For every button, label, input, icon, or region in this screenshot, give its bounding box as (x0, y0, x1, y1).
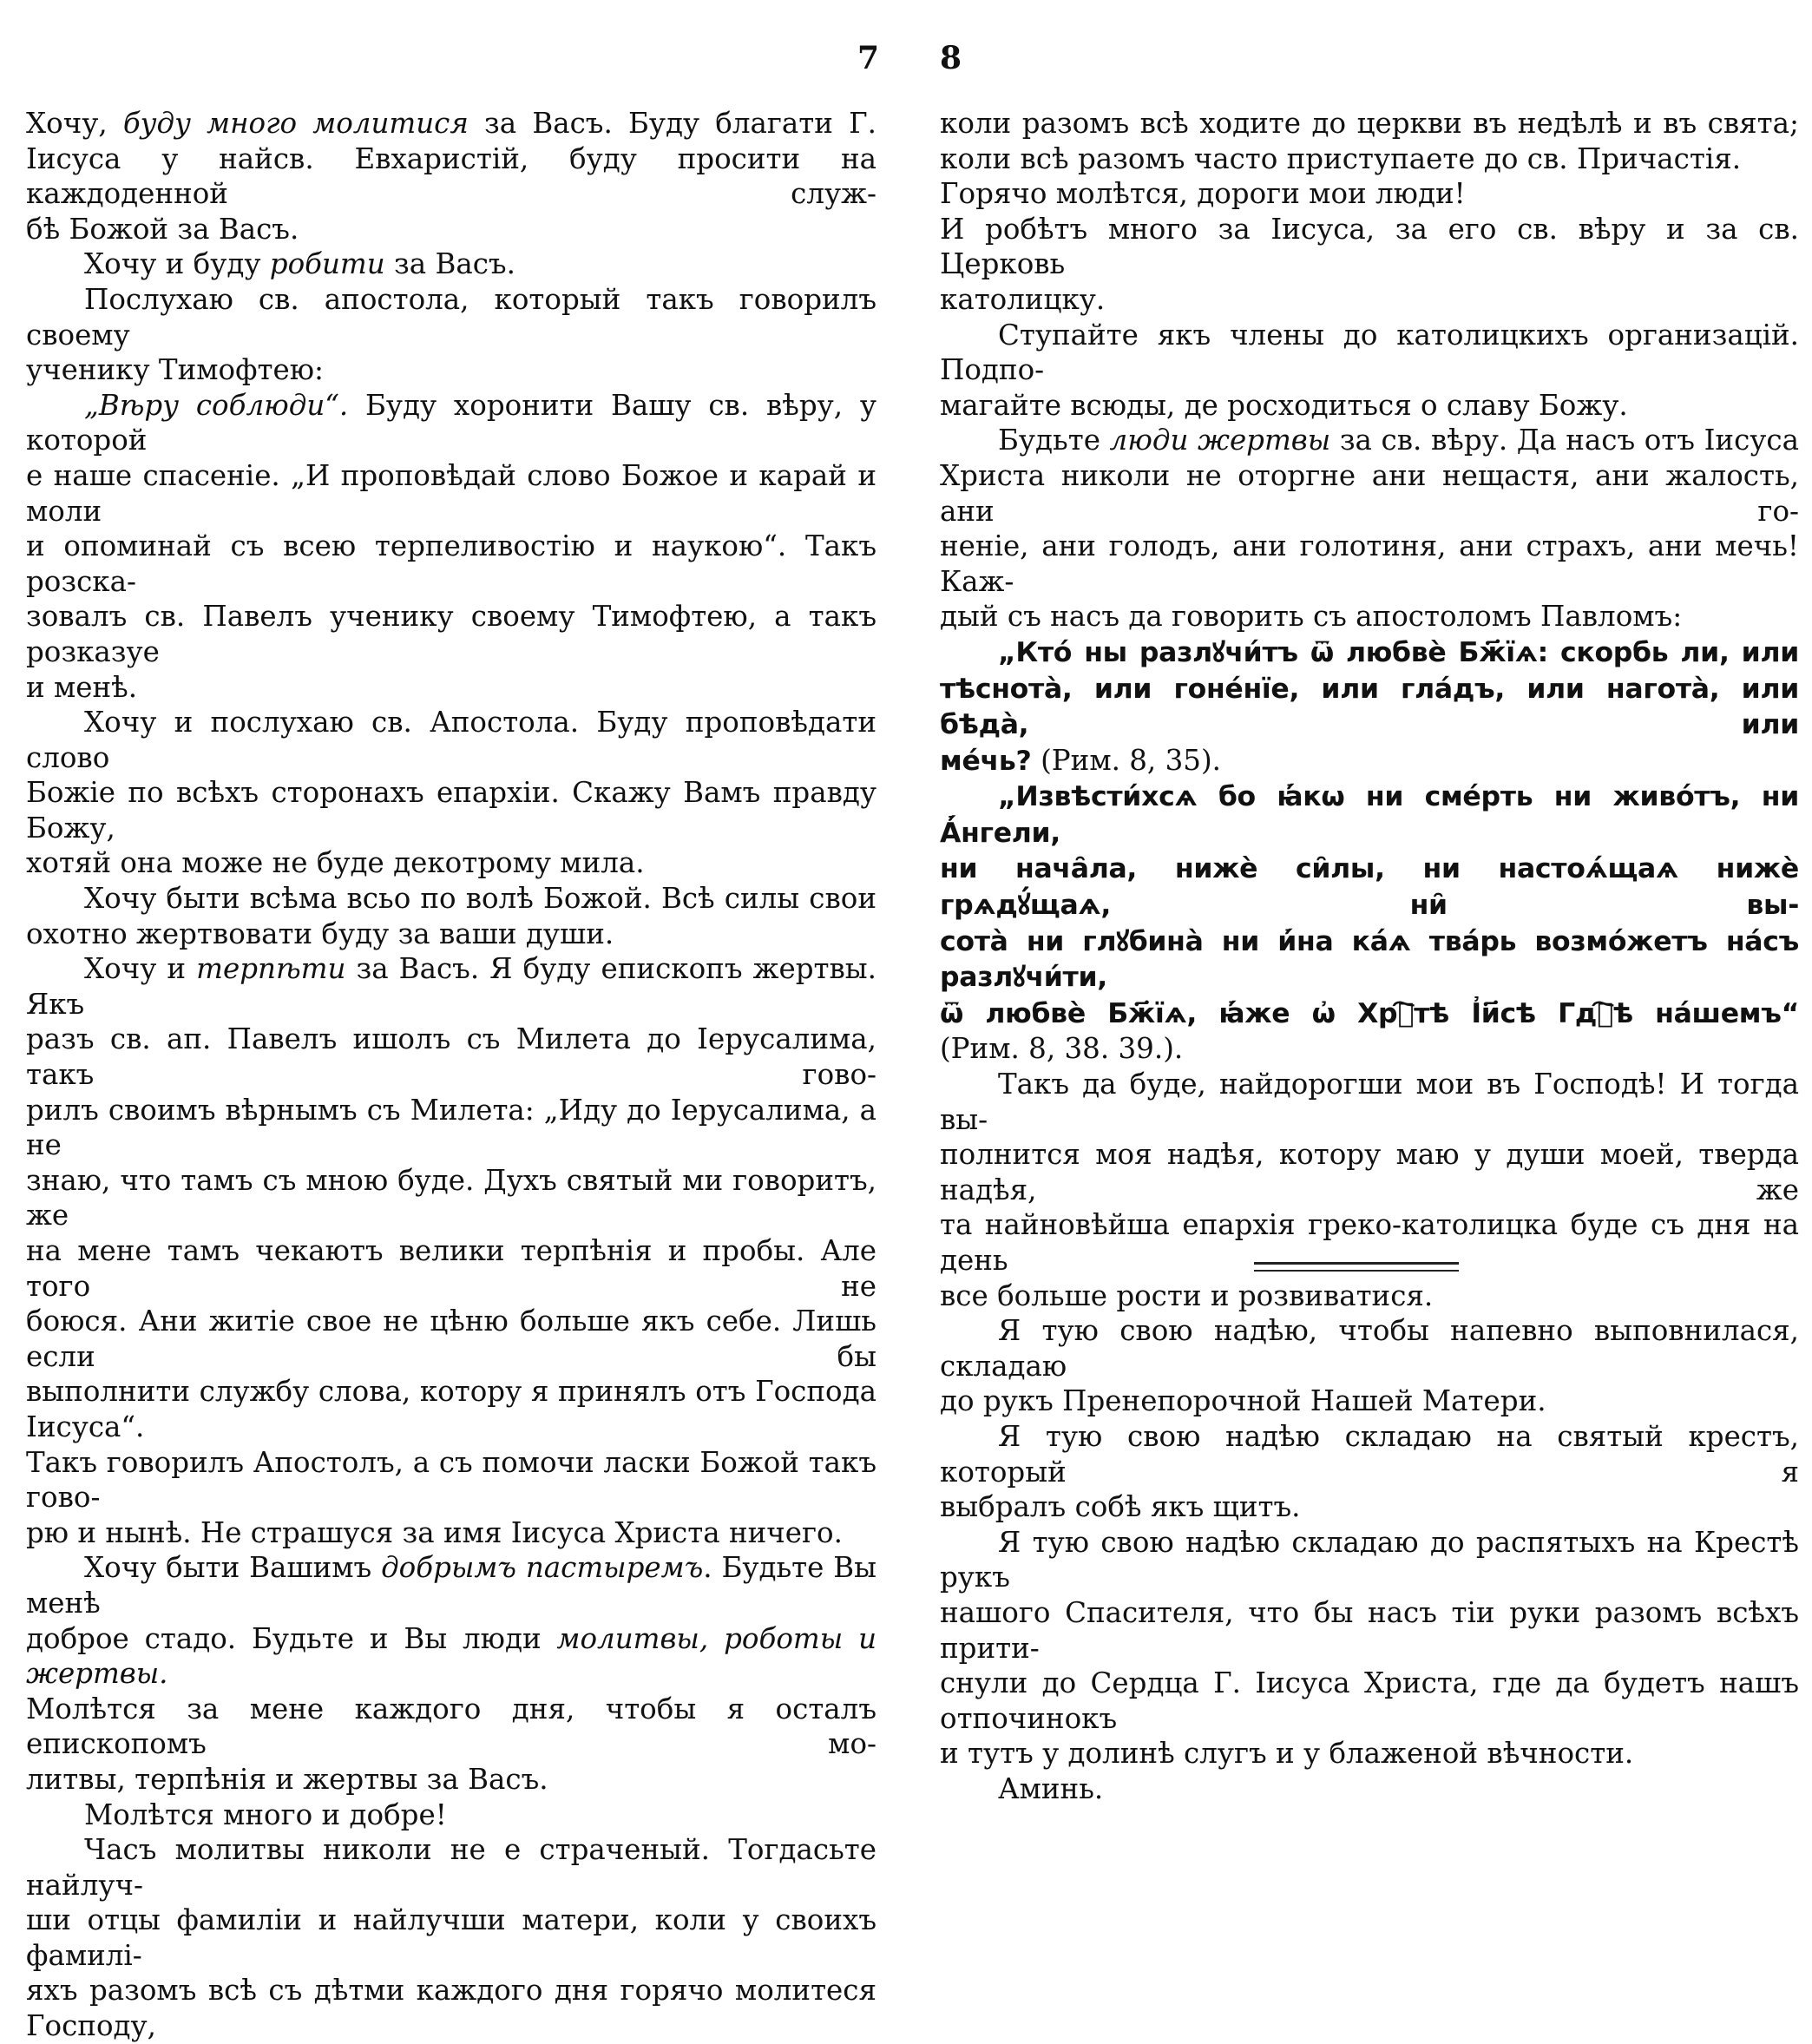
text-line (26, 1621, 876, 1692)
line-text: . Будьте Вы менѣ (26, 1551, 876, 1620)
line-text: и менѣ. (26, 670, 138, 704)
text-line (26, 141, 876, 212)
text-line (940, 106, 1799, 141)
text-line (26, 1163, 876, 1233)
line-text: католицку. (940, 282, 1106, 316)
text-line (940, 1666, 1799, 1736)
text-line (940, 423, 1799, 458)
line-text: хотяй она може не буде декотрому мила. (26, 846, 645, 880)
line-text: яхъ разомъ всѣ съ дѣтми каждого дня горячо молитеся Господу, (26, 1974, 876, 2043)
text-line (26, 881, 876, 917)
emphasis-text: терпѣти (196, 952, 346, 986)
closing-rule-bottom (1254, 1270, 1459, 1272)
line-text: Іисуса у найсв. Евхаристій, буду просити на каждоденной служ- (26, 141, 876, 211)
text-line (26, 599, 876, 669)
text-line (26, 106, 876, 141)
text-line (940, 1278, 1799, 1314)
line-text: снули до Сердца Г. Іисуса Христа, где да будетъ нашъ отпочинокъ (940, 1666, 1799, 1735)
line-text: коли разомъ всѣ ходите до церкви въ недѣлѣ и въ свята; (940, 107, 1799, 140)
line-text: рю и нынѣ. Не страшуся за имя Іисуса Христа ничего. (26, 1515, 843, 1549)
line-text: Хочу и послухаю св. Апостола. Буду проповѣдати слово (26, 706, 876, 774)
text-line (940, 1525, 1799, 1595)
text-line (26, 845, 876, 881)
church-slavonic-quote: ни нача̑ла, нижѐ си̑лы, ни настоѧ́щаѧ нижѐ грѧдꙋ́щаѧ, ни̑ вы- (940, 853, 1799, 922)
line-text: та найновѣйша епархія греко-католицка буде съ дня на день (940, 1208, 1799, 1277)
line-text: Молѣтся много и добре! (84, 1798, 447, 1831)
text-line (940, 458, 1799, 529)
text-line (26, 1093, 876, 1163)
line-text: полнится моя надѣя, котору маю у души моей, тверда надѣя, же (940, 1138, 1799, 1206)
church-slavonic-quote: ме́чь? (940, 745, 1041, 777)
emphasis-text: молитвы, роботы и жертвы. (26, 1621, 877, 1691)
text-line (26, 1445, 876, 1515)
text-line (940, 923, 1799, 996)
church-slavonic-quote: ѿ любвѐ Бж҃їѧ, ꙗ҆́же ѡ҆ Хрⷭ҇тѣ І҆и҃сѣ Гдⷭ҇ѣ на́шемъ“ (940, 997, 1799, 1029)
text-line (26, 1304, 876, 1374)
line-text: Молѣтся за мене каждого дня, чтобы я осталъ епископомъ мо- (26, 1692, 876, 1761)
text-line (940, 743, 1799, 779)
text-line (940, 1067, 1799, 1137)
line-text: Горячо молѣтся, дороги мои люди! (940, 177, 1466, 211)
text-line (940, 176, 1799, 212)
church-slavonic-quote: „Извѣсти́хсѧ бо ꙗ҆́кѡ ни сме́рть ни живо́тъ, ни А҆́нгели, (940, 781, 1799, 849)
text-line (940, 1383, 1799, 1419)
line-text: за Васъ. Буду благати Г. (468, 107, 876, 140)
line-text: Хочу и буду (84, 247, 270, 281)
line-text: литвы, терпѣнія и жертвы за Васъ. (26, 1762, 548, 1796)
line-text: коли всѣ разомъ часто приступаете до св. Причастія. (940, 141, 1742, 175)
text-line (940, 1419, 1799, 1489)
text-line (940, 1313, 1799, 1383)
page-number-right: 8 (940, 40, 962, 76)
text-line (26, 1374, 876, 1444)
line-text: бѣ Божой за Васъ. (26, 212, 299, 246)
text-line (26, 529, 876, 599)
text-line (940, 1207, 1799, 1278)
line-text: доброе стадо. Будьте и Вы люди (26, 1621, 557, 1655)
line-text: нашого Спасителя, что бы насъ тіи руки разомъ всѣхъ прити- (940, 1595, 1799, 1665)
line-text: (Рим. 8, 35). (1041, 743, 1221, 777)
text-line (940, 996, 1799, 1032)
line-text: знаю, что тамъ съ мною буде. Духъ святый ми говоритъ, же (26, 1163, 876, 1232)
text-line (940, 212, 1799, 282)
text-line (26, 388, 876, 458)
line-text: Хочу, (26, 107, 123, 140)
text-line (940, 779, 1799, 851)
text-line (26, 1692, 876, 1762)
text-line (26, 1798, 876, 1833)
line-text: Божіе по всѣхъ сторонахъ епархіи. Скажу Вамъ правду Божу, (26, 776, 876, 845)
text-line (26, 1832, 876, 1903)
emphasis-text: робити (269, 247, 385, 281)
text-line (940, 141, 1799, 177)
line-text: выбралъ собѣ якъ щитъ. (940, 1490, 1301, 1524)
line-text: е наше спасеніе. „И проповѣдай слово Божое и карай и моли (26, 458, 876, 528)
line-text: Хочу быти всѣма всьо по волѣ Божой. Всѣ силы свои (84, 882, 876, 916)
text-line (26, 1903, 876, 1973)
text-line (940, 1489, 1799, 1525)
line-text: Такъ да буде, найдорогши мои въ Господѣ! И тогда вы- (940, 1068, 1799, 1136)
text-line (26, 1022, 876, 1092)
text-line (26, 951, 876, 1022)
text-line (26, 212, 876, 247)
line-text: выполнити службу слова, котору я принялъ отъ Господа Іисуса“. (26, 1375, 876, 1443)
text-line (940, 388, 1799, 424)
line-text: Будьте (998, 424, 1110, 457)
line-text: охотно жертвовати буду за ваши души. (26, 917, 614, 950)
line-text: до рукъ Пренепорочной Нашей Матери. (940, 1384, 1546, 1418)
line-text: Я тую свою надѣю, чтобы напевно выповнилася, складаю (940, 1314, 1799, 1383)
text-line (26, 1550, 876, 1620)
closing-rule-top (1254, 1262, 1459, 1265)
line-text: и опоминай съ всею терпеливостію и наукою“. Такъ розска- (26, 529, 876, 598)
text-line (940, 529, 1799, 599)
emphasis-text: люди жертвы (1109, 424, 1331, 457)
text-line (940, 1595, 1799, 1666)
church-slavonic-quote: тѣснота̀, или гоне́нїе, или гла́дъ, или нагота̀, или бѣда̀, или (940, 673, 1799, 741)
text-line (940, 634, 1799, 671)
line-text: Буду хоронити Вашу св. вѣру, у которой (26, 388, 876, 457)
line-text: Часъ молитвы николи не е страченый. Тогдасьте найлуч- (26, 1833, 876, 1902)
line-text: зовалъ св. Павелъ ученику своему Тимофтею, а такъ розказуе (26, 600, 876, 668)
line-text: Послухаю св. апостола, который такъ говорилъ своему (26, 282, 876, 352)
text-line (26, 1515, 876, 1551)
line-text: ши отцы фамиліи и найлучши матери, коли у своихъ фамилі- (26, 1903, 876, 1972)
text-line (940, 671, 1799, 743)
church-slavonic-quote: сота̀ ни глꙋбина̀ ни и҆́на ка́ѧ тва́рь возмо́жетъ на́съ разлꙋчи́ти, (940, 925, 1799, 994)
line-text: Ступайте якъ члены до католицкихъ организацій. Подпо- (940, 318, 1799, 387)
text-line (26, 705, 876, 775)
line-text: на мене тамъ чекаютъ велики терпѣнія и пробы. Але того не (26, 1234, 876, 1303)
emphasis-text: буду много молитися (122, 107, 469, 140)
text-line (26, 1233, 876, 1304)
left-page-text (26, 106, 876, 2044)
text-line (26, 670, 876, 706)
text-line (940, 599, 1799, 634)
text-line (26, 282, 876, 352)
line-text: магайте всюды, де росходиться о славу Божу. (940, 388, 1628, 422)
line-text: Хочу быти Вашимъ (84, 1551, 382, 1585)
line-text: за Васъ. Я буду епископъ жертвы. Якъ (26, 952, 876, 1021)
right-page-text (940, 106, 1799, 1807)
line-text: Я тую свою надѣю складаю на святый крестъ, который я (940, 1419, 1799, 1489)
line-text: дый съ насъ да говорить съ апостоломъ Павломъ: (940, 600, 1683, 634)
line-text: Хочу и (84, 952, 197, 986)
line-text: за св. вѣру. Да насъ отъ Іисуса (1330, 424, 1799, 457)
line-text: разъ св. ап. Павелъ ишолъ съ Милета до Іерусалима, такъ гово- (26, 1022, 876, 1092)
line-text: боюся. Ани житіе свое не цѣню больше якъ себе. Лишь если бы (26, 1305, 876, 1373)
line-text: Такъ говорилъ Апостолъ, а съ помочи ласки Божой такъ гово- (26, 1445, 876, 1515)
text-line (26, 1973, 876, 2043)
emphasis-text: „Вѣру соблюди“. (84, 388, 349, 422)
line-text: Аминь. (998, 1771, 1104, 1805)
text-line (26, 775, 876, 845)
text-line (940, 282, 1799, 318)
emphasis-text: добрымъ пастыремъ (381, 1551, 704, 1585)
text-line (940, 851, 1799, 923)
text-line (940, 1031, 1799, 1067)
church-slavonic-quote: „Кто́ ны разлꙋчи́тъ ѿ любвѐ Бж҃їѧ: скорбь ли, или (998, 636, 1799, 668)
line-text: и тутъ у долинѣ слугъ и у блаженой вѣчности. (940, 1737, 1634, 1771)
line-text: рилъ своимъ вѣрнымъ съ Милета: „Иду до Іерусалима, а не (26, 1093, 876, 1162)
text-line (940, 1736, 1799, 1771)
text-line (26, 352, 876, 388)
text-line (26, 1762, 876, 1798)
page-number-left: 7 (857, 40, 880, 76)
text-line (26, 246, 876, 282)
text-line (940, 1771, 1799, 1807)
text-line (26, 917, 876, 952)
line-text: И робѣтъ много за Іисуса, за его св. вѣру и за св. Церковь (940, 212, 1799, 281)
text-line (940, 1137, 1799, 1207)
line-text: Я тую свою надѣю складаю до распятыхъ на Крестѣ рукъ (940, 1525, 1799, 1594)
line-text: неніе, ани голодъ, ани голотиня, ани страхъ, ани мечь! Каж- (940, 529, 1799, 598)
line-text: все больше рости и розвиватися. (940, 1278, 1434, 1312)
line-text: (Рим. 8, 38. 39.). (940, 1032, 1184, 1066)
line-text: Христа николи не оторгне ани нещастя, ани жалость, ани го- (940, 458, 1799, 528)
line-text: за Васъ. (384, 247, 515, 281)
text-line (940, 318, 1799, 388)
line-text: ученику Тимофтею: (26, 353, 325, 387)
text-line (26, 458, 876, 529)
